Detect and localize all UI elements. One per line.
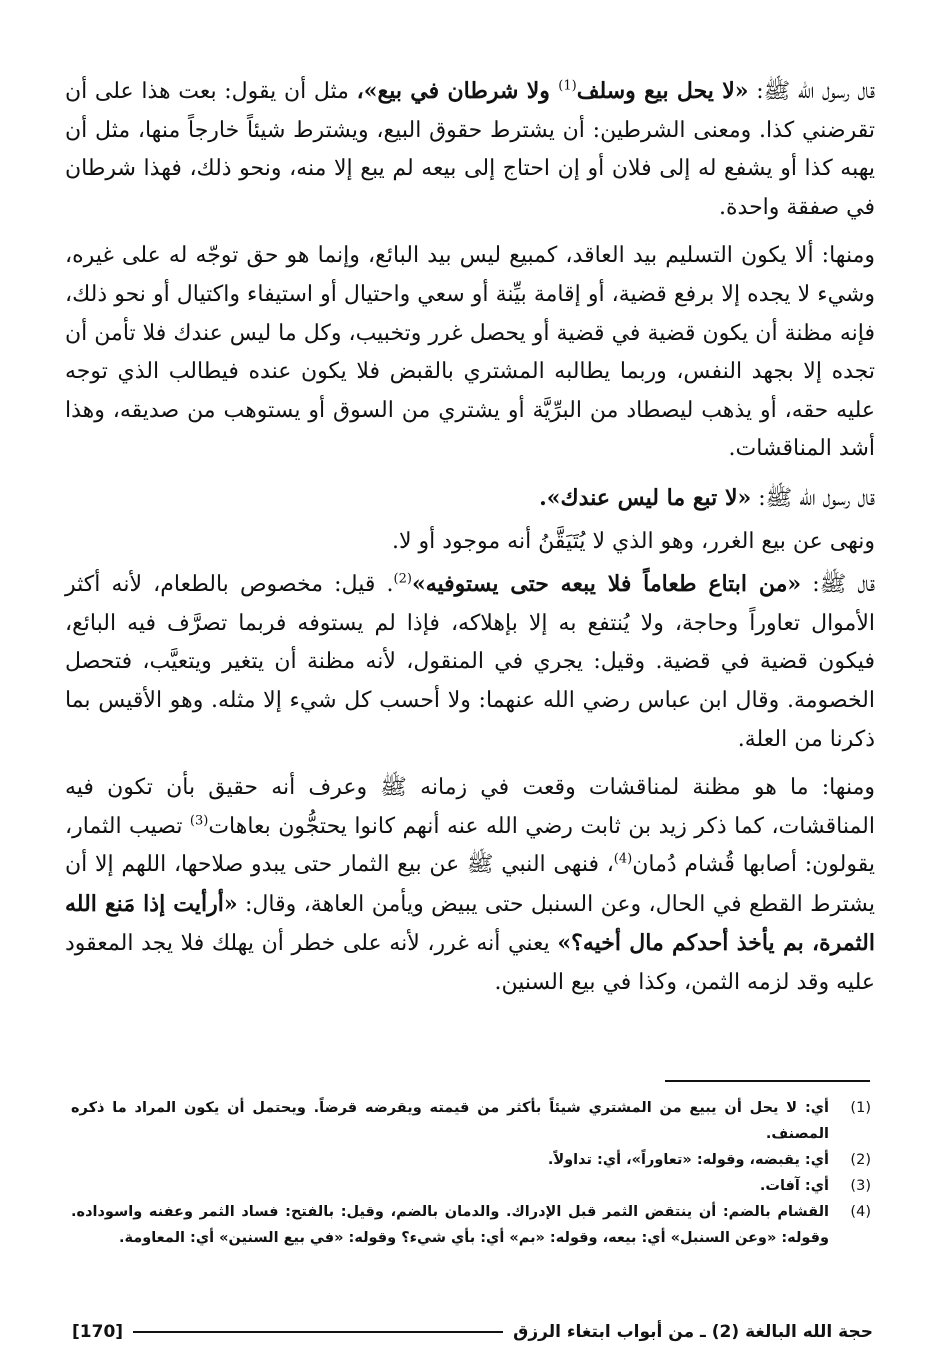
footnote-text: أي: آفات. bbox=[759, 1178, 829, 1194]
footnote-text: أي: يقبضه، وقوله: «تعاوراً»، أي: تداولاً. bbox=[547, 1152, 829, 1168]
footnote-1 bbox=[71, 1095, 871, 1147]
footnote-4 bbox=[71, 1199, 871, 1251]
paragraph-lead: قال ﷺ: bbox=[801, 572, 875, 598]
hadith-quote: «أرأيت إذا مَنع الله الثمرة، بم يأخذ أحدكم مال أخيه؟» bbox=[65, 890, 875, 957]
footnote-ref-3[interactable]: (3) bbox=[189, 813, 209, 829]
hadith-quote: «لا يحل بيع وسلف bbox=[576, 78, 749, 104]
paragraph-thimar bbox=[65, 769, 875, 1003]
footnotes bbox=[71, 1095, 871, 1251]
paragraph-text: ومنها: ما هو مظنة لمناقشات وقعت في زمانه ﷺ وعرف أنه حقيق بأن تكون فيه المناقشات، كما ذكر زيد بن ثابت رضي الله عنه أنهم كانوا يحتجُّون بعاهات bbox=[65, 775, 875, 839]
footer-rule bbox=[133, 1331, 503, 1333]
hadith-quote-continued: ولا شرطان في بيع»، bbox=[356, 78, 559, 104]
paragraph-bay-wa-salaf bbox=[65, 72, 875, 227]
paragraph-la-tabi bbox=[65, 479, 875, 519]
footnote-divider bbox=[665, 1080, 870, 1082]
footnote-number: (2) bbox=[850, 1152, 871, 1168]
footnote-ref-1[interactable]: (1) bbox=[558, 78, 577, 94]
footnote-ref-4[interactable]: (4) bbox=[613, 851, 633, 867]
hadith-quote: «من ابتاع طعاماً فلا يبعه حتى يستوفيه» bbox=[411, 571, 802, 598]
footnote-number: (1) bbox=[850, 1100, 871, 1116]
footnote-2 bbox=[71, 1147, 871, 1173]
footnote-number: (3) bbox=[850, 1178, 871, 1194]
footnote-3 bbox=[71, 1173, 871, 1199]
footnote-ref-2[interactable]: (2) bbox=[393, 571, 412, 587]
paragraph-text: مثل أن يقول: بعت هذا على أن تقرضني كذا. ومعنى الشرطين: أن يشترط حقوق البيع، ويشترط شيئاً خارجاً منها، مثل أن يهبه كذا أو يشفع له إلى فلان أو إن احتاج إلى بيعه لم يبع إلا منه، ونحو ذلك، فهذا شرطان في صفقة واحدة. bbox=[65, 79, 875, 220]
paragraph-taslim: ومنها: ألا يكون التسليم بيد العاقد، كمبيع ليس بيد البائع، وإنما هو حق توجّه له على غيره، وشيء لا يجده إلا برفع قضية، أو إقامة بيِّنة أو سعي واحتيال أو استيفاء واكتيال أو نحو ذلك، فإنه مظنة أن يكون قضية في قضية أو يحصل غرر وتخبيب، وكل ما ليس عندك فلا تأمن أن تجده إلا بجهد النفس، وربما يطالبه المشتري بالقبض فلا يكون عنده فيطالب الذي توجه عليه حقه، أو يذهب ليصطاد من البرِّيَّة أو يشتري من السوق أو يستوهب من صديقه، وهذا أشد المناقشات. bbox=[65, 243, 875, 462]
footnote-text: أي: لا يحل أن يبيع من المشتري شيئاً بأكثر من قيمته ويقرضه قرضاً. ويحتمل أن يكون المراد ما ذكره المصنف. bbox=[71, 1100, 829, 1142]
paragraph-text: ، فنهى النبي ﷺ عن بيع الثمار حتى يبدو صلاحها، اللهم إلا أن يشترط القطع في الحال، وعن السنبل حتى يبيض ويأمن العاهة، وقال: bbox=[65, 852, 876, 917]
hadith-quote: «لا تبع ما ليس عندك». bbox=[539, 484, 752, 511]
paragraph-taam bbox=[65, 565, 875, 759]
paragraph-text: يعني أنه غرر، لأنه على خطر أن يهلك فلا يجد المعقود عليه وقد لزمه الثمن، وكذا في بيع السنين. bbox=[65, 931, 875, 996]
paragraph-text: تصيب الثمار، يقولون: أصابها قُشام دُمان bbox=[65, 813, 875, 878]
paragraph-text: . قيل: مخصوص بالطعام، لأنه أكثر الأموال تعاوراً وحاجة، ولا يُنتفع به إلا بإهلاكه، فإذا لم يستوفه فربما تصرَّف فيه البائع، فيكون قضية في قضية. وقيل: يجري في المنقول، لأنه مظنة أن يتغير ويتعيَّب، فتحصل الخصومة. وقال ابن عباس رضي الله عنهما: ولا أحسب كل شيء إلا مثله. وهو الأقيس بما ذكرنا من العلة. bbox=[65, 572, 875, 752]
footnote-number: (4) bbox=[850, 1204, 871, 1220]
paragraph-lead: قال رسول الله ﷺ: bbox=[748, 79, 875, 104]
paragraph-lead: قال رسول الله ﷺ: bbox=[751, 485, 875, 511]
page-number: [170] bbox=[72, 1322, 124, 1342]
running-footer bbox=[72, 1318, 873, 1346]
main-text bbox=[65, 72, 875, 1013]
paragraph-gharar: ونهى عن بيع الغرر، وهو الذي لا يُتَيَقَّنُ أنه موجود أو لا. bbox=[391, 528, 875, 554]
footnote-text: القشام بالضم: أن ينتقض الثمر قبل الإدراك. والدمان بالضم، وقيل: بالفتح: فساد الثمر وعفنه واسوداده. وقوله: «وعن السنبل» أي: بيعه، وقوله: «بم» أي: بأي شيء؟ وقوله: «في بيع السنين» أي: المعاومة. bbox=[71, 1204, 829, 1246]
book-title: حجة الله البالغة (2) ـ من أبواب ابتغاء الرزق bbox=[513, 1322, 873, 1342]
